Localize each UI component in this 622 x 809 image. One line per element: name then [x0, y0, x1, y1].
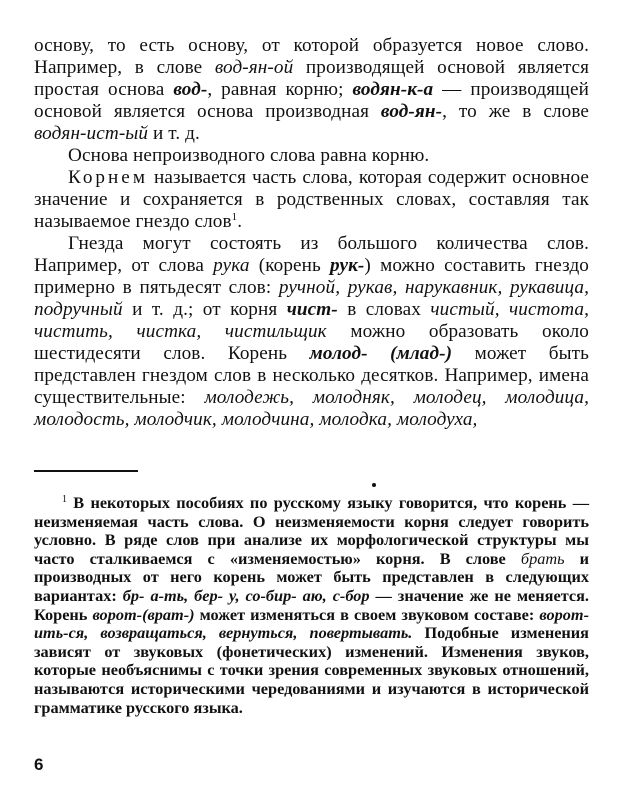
body-text	[34, 35, 589, 431]
footnote-separator-rule	[34, 470, 138, 472]
footnote	[34, 494, 589, 717]
text-segment: и т. д.; от корня	[122, 299, 287, 320]
text-segment: может быть представлен гнездом слов в несколько десятков. Например, имена существительные:	[34, 343, 589, 408]
text-segment: и т. д.	[148, 123, 200, 144]
text-segment: вод-	[173, 79, 208, 100]
text-segment: Подобные изменения зависят от звуковых (фонетических) изменений. Изменения звуков, которые необъяснимы с точки зрения современных звуковых отношений, называются историческими чередованиями и изучаются в исторической грамматике русского языка.	[34, 623, 589, 717]
text-segment: можно образовать около шестидесяти слов. Корень	[34, 321, 589, 364]
text-segment: Гнезда могут состоять из большого количества слов. Например, от слова	[34, 233, 589, 276]
footnote-reference: 1	[231, 211, 238, 223]
text-segment: В некоторых пособиях по русскому языку говорится, что корень — неизменяемая часть слова. О неизменяемости корня следует говорить условно. В ряде слов при анализе их морфологической структуры мы часто сталкиваемся с «изменяемостью» корня. В слове	[34, 493, 589, 568]
text-segment: может изменяться в своем звуковом составе:	[194, 604, 540, 624]
paragraph	[34, 167, 589, 233]
text-segment: вод-ян-	[380, 101, 443, 122]
text-segment: брать	[520, 548, 565, 568]
text-segment: бр- а-ть, бер- у, со-бир- аю, с-бор	[122, 585, 370, 605]
text-segment: молод- (млад-)	[309, 343, 453, 364]
paragraph	[34, 145, 589, 167]
text-segment: в словах	[337, 299, 431, 320]
text-segment: чистый, чистота, чистить, чистка, чистильщик	[34, 299, 590, 342]
footnote-paragraph	[34, 494, 589, 717]
text-segment: водян-к-а	[352, 79, 434, 100]
paragraph	[34, 233, 589, 431]
text-segment: — значение же не меняется. Корень	[34, 585, 589, 624]
text-segment: ручной, рукав, нарукавник, рукавица, подручный	[34, 277, 589, 320]
main-text-block	[34, 35, 589, 431]
text-segment: водян-ист-ый	[34, 123, 149, 144]
print-speck	[372, 483, 376, 487]
text-segment: чист-	[286, 299, 338, 320]
text-segment: ворот-ить-ся, возвращаться, вернуться, повертывать.	[34, 604, 589, 643]
text-segment: (корень	[249, 255, 331, 276]
page-number: 6	[34, 755, 44, 774]
text-segment: ) можно составить гнездо примерно в пятьдесят слов:	[34, 255, 589, 298]
paragraph	[34, 35, 589, 145]
footnote-marker: 1	[62, 494, 67, 505]
text-segment: называется часть слова, которая содержит основное значение и сохраняется в родственных словах, составляя так называемое гнездо слов	[34, 167, 589, 232]
text-segment: основу, то есть основу, от которой образуется новое слово. Например, в слове	[34, 35, 589, 78]
text-segment: и производных от него корень может быть представлен в следующих вариантах:	[34, 548, 590, 605]
text-segment: Основа непроизводного слова равна корню.	[68, 145, 430, 166]
text-segment: ворот-(врат-)	[92, 604, 195, 624]
text-segment: вод-ян-ой	[214, 57, 294, 78]
text-segment: рук-	[330, 255, 365, 276]
text-segment: — производящей основой является основа производная	[34, 79, 589, 122]
text-segment: , то же в слове	[442, 101, 589, 122]
text-segment: рука	[213, 255, 250, 276]
text-segment: , равная корню;	[207, 79, 353, 100]
text-segment: .	[237, 211, 243, 232]
text-segment: производящей основой является простая основа	[34, 57, 590, 100]
text-segment: молодежь, молодняк, молодец, молодица, молодость, молодчик, молодчина, молодка, молодуха,	[34, 387, 589, 430]
text-segment: Корнем	[68, 167, 148, 188]
